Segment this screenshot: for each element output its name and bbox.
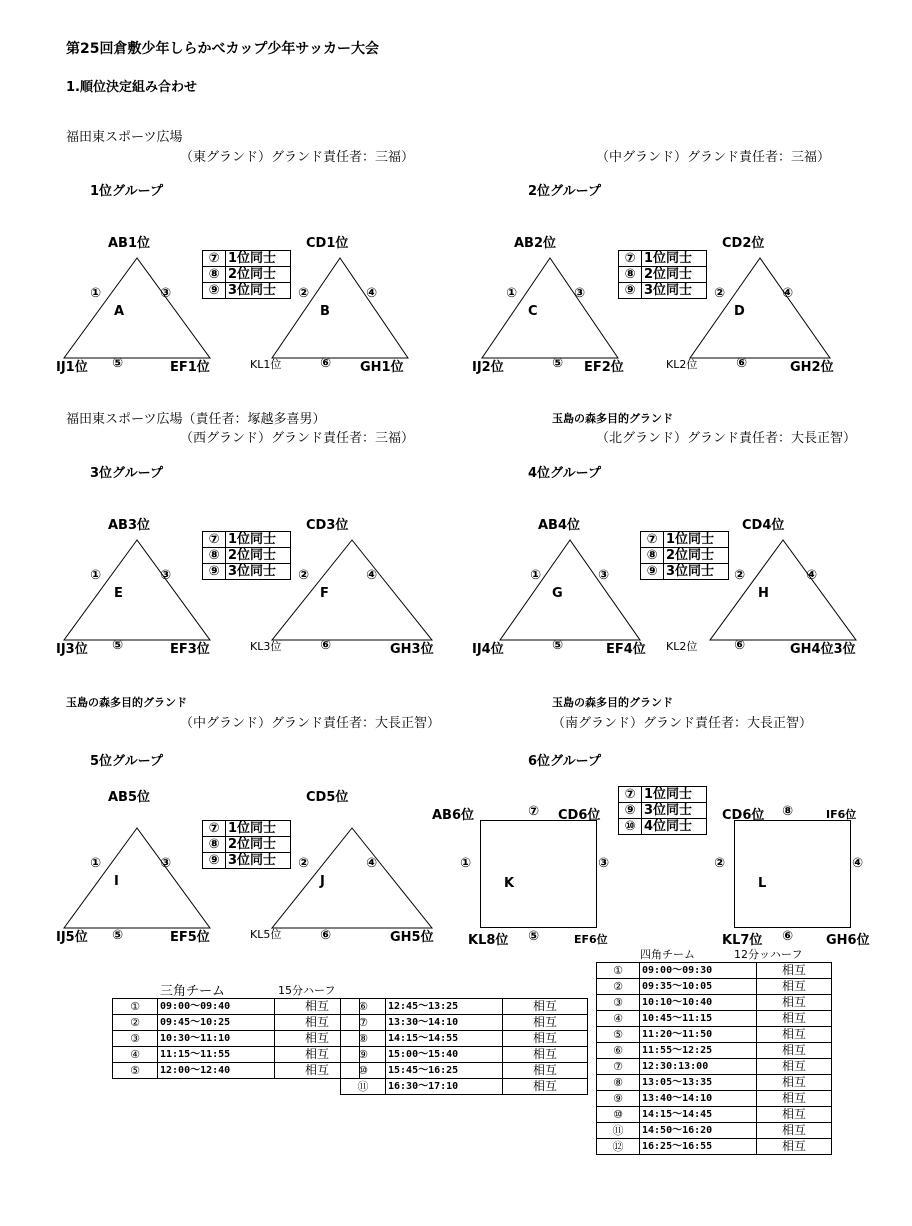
table-row <box>597 995 832 1011</box>
venue-ground: （北グランド）グランド責任者：大長正智） <box>596 431 857 446</box>
seed-label: GH5位 <box>390 930 434 945</box>
group-title: 2位グループ <box>528 184 602 199</box>
legend-key: ⑨ <box>203 853 226 869</box>
table-row <box>341 1015 588 1031</box>
venue-ground: （東グランド）グランド責任者：三福） <box>180 150 415 165</box>
legend-key: ⑨ <box>203 564 226 580</box>
schedule-match: 相互 <box>757 1059 832 1075</box>
seed-label: AB3位 <box>108 518 151 533</box>
schedule-time: 15:00～15:40 <box>386 1047 503 1063</box>
seed-label: AB6位 <box>432 808 475 823</box>
schedule-time: 09:35～10:05 <box>640 979 757 995</box>
table-row <box>597 1059 832 1075</box>
schedule-match: 相互 <box>503 1015 588 1031</box>
match-number: ④ <box>366 286 378 301</box>
triangle-shape <box>482 258 618 358</box>
match-number: ⑥ <box>734 638 746 653</box>
schedule-no: ③ <box>113 1031 158 1047</box>
seed-label: IF6位 <box>826 808 857 821</box>
match-number: ④ <box>782 286 794 301</box>
table-row <box>597 1107 832 1123</box>
schedule-no: ⑪ <box>341 1079 386 1095</box>
schedule-match: 相互 <box>275 1015 360 1031</box>
seed-label: EF4位 <box>606 642 646 657</box>
match-number: ① <box>460 856 472 871</box>
seed-label: KL5位 <box>250 928 282 941</box>
square-group-K <box>480 820 597 928</box>
seed-label: KL1位 <box>250 358 282 371</box>
seed-label: KL2位 <box>666 640 698 653</box>
table-row <box>341 1047 588 1063</box>
seed-label: KL7位 <box>722 933 763 948</box>
schedule-match: 相互 <box>757 1011 832 1027</box>
legend-key: ⑨ <box>641 564 664 580</box>
venue-name: 福田東スポーツ広場 <box>66 130 183 145</box>
legend-key: ⑧ <box>203 267 226 283</box>
schedule-no: ① <box>597 963 640 979</box>
square-schedule-table <box>596 962 832 1155</box>
schedule-time: 10:10～10:40 <box>640 995 757 1011</box>
seed-label: EF6位 <box>574 933 608 946</box>
schedule-no: ⑥ <box>597 1043 640 1059</box>
match-legend <box>202 250 291 299</box>
seed-label: IJ4位 <box>472 642 504 657</box>
legend-label: 2位同士 <box>642 267 707 283</box>
schedule-no: ④ <box>597 1011 640 1027</box>
legend-key: ⑦ <box>619 787 642 803</box>
match-number: ④ <box>806 568 818 583</box>
schedule-match: 相互 <box>503 1047 588 1063</box>
seed-label: AB5位 <box>108 790 151 805</box>
schedule-time: 16:30～17:10 <box>386 1079 503 1095</box>
table-row <box>597 1123 832 1139</box>
seed-label: AB4位 <box>538 518 581 533</box>
schedule-match: 相互 <box>757 1107 832 1123</box>
legend-label: 3位同士 <box>226 564 291 580</box>
schedule-no: ③ <box>597 995 640 1011</box>
venue-name: 玉島の森多目的グランド <box>552 412 673 425</box>
match-legend <box>618 250 707 299</box>
schedule-time: 14:50～16:20 <box>640 1123 757 1139</box>
triangle-shape <box>690 258 830 358</box>
seed-label: IJ2位 <box>472 360 504 375</box>
schedule-match: 相互 <box>757 1091 832 1107</box>
seed-label: GH3位 <box>390 642 434 657</box>
group-letter: I <box>114 874 119 889</box>
legend-label: 1位同士 <box>642 787 707 803</box>
group-title: 6位グループ <box>528 754 602 769</box>
schedule-time: 11:20～11:50 <box>640 1027 757 1043</box>
seed-label: CD2位 <box>722 236 765 251</box>
triangle-shape <box>500 540 640 640</box>
legend-key: ⑨ <box>619 803 642 819</box>
seed-label: GH2位 <box>790 360 834 375</box>
schedule-half: 15分ハーフ <box>278 984 336 997</box>
legend-key: ⑦ <box>619 251 642 267</box>
seed-label: CD3位 <box>306 518 349 533</box>
match-number: ⑧ <box>782 804 794 819</box>
legend-key: ⑧ <box>641 548 664 564</box>
match-number: ⑤ <box>552 638 564 653</box>
legend-key: ⑦ <box>203 251 226 267</box>
match-number: ③ <box>598 856 610 871</box>
group-letter: B <box>320 304 330 319</box>
match-number: ⑤ <box>112 356 124 371</box>
venue-name: 玉島の森多目的グランド <box>66 696 187 709</box>
seed-label: EF2位 <box>584 360 624 375</box>
match-number: ① <box>90 286 102 301</box>
schedule-match: 相互 <box>757 1123 832 1139</box>
table-row <box>597 1011 832 1027</box>
match-legend <box>202 531 291 580</box>
venue-name: 玉島の森多目的グランド <box>552 696 673 709</box>
venue-ground: （中グランド）グランド責任者：三福） <box>596 150 831 165</box>
schedule-time: 12:30:13:00 <box>640 1059 757 1075</box>
group-title: 1位グループ <box>90 184 164 199</box>
schedule-no: ⑧ <box>597 1075 640 1091</box>
seed-label: IJ1位 <box>56 360 88 375</box>
seed-label: CD6位 <box>722 808 765 823</box>
legend-label: 1位同士 <box>226 251 291 267</box>
table-row <box>113 1047 360 1063</box>
triangle-schedule-table <box>340 998 588 1095</box>
schedule-no: ④ <box>113 1047 158 1063</box>
venue-name: 福田東スポーツ広場（責任者：塚越多喜男） <box>66 412 326 427</box>
seed-label: KL8位 <box>468 933 509 948</box>
schedule-no: ⑦ <box>597 1059 640 1075</box>
schedule-match: 相互 <box>503 999 588 1015</box>
schedule-time: 13:30～14:10 <box>386 1015 503 1031</box>
match-number: ④ <box>366 856 378 871</box>
group-letter: K <box>504 876 515 891</box>
schedule-header: 四角チーム <box>640 948 695 961</box>
match-number: ② <box>714 856 726 871</box>
legend-key: ⑩ <box>619 819 642 835</box>
schedule-time: 12:00～12:40 <box>158 1063 275 1079</box>
table-row <box>597 1027 832 1043</box>
legend-key: ⑦ <box>641 532 664 548</box>
schedule-no: ① <box>113 999 158 1015</box>
legend-label: 2位同士 <box>226 548 291 564</box>
group-title: 4位グループ <box>528 466 602 481</box>
match-number: ④ <box>366 568 378 583</box>
schedule-no: ⑤ <box>113 1063 158 1079</box>
venue-ground: （南グランド）グランド責任者：大長正智） <box>552 716 813 731</box>
schedule-time: 09:00～09:40 <box>158 999 275 1015</box>
table-row <box>597 979 832 995</box>
legend-label: 3位同士 <box>226 853 291 869</box>
triangle-shape <box>64 828 210 928</box>
schedule-match: 相互 <box>757 963 832 979</box>
schedule-time: 15:45～16:25 <box>386 1063 503 1079</box>
match-legend <box>202 820 291 869</box>
triangle-shape <box>272 540 432 640</box>
group-letter: E <box>114 586 123 601</box>
legend-key: ⑨ <box>203 283 226 299</box>
match-number: ③ <box>160 568 172 583</box>
schedule-time: 09:45～10:25 <box>158 1015 275 1031</box>
group-title: 3位グループ <box>90 466 164 481</box>
match-number: ③ <box>160 286 172 301</box>
triangle-shape <box>64 258 210 358</box>
schedule-no: ⑩ <box>597 1107 640 1123</box>
schedule-match: 相互 <box>757 979 832 995</box>
legend-label: 1位同士 <box>642 251 707 267</box>
seed-label: KL3位 <box>250 640 282 653</box>
schedule-no: ⑨ <box>597 1091 640 1107</box>
match-number: ⑥ <box>782 929 794 944</box>
schedule-match: 相互 <box>275 1031 360 1047</box>
schedule-match: 相互 <box>757 1075 832 1091</box>
seed-label: CD4位 <box>742 518 785 533</box>
match-number: ② <box>714 286 726 301</box>
table-row <box>597 1043 832 1059</box>
match-number: ③ <box>574 286 586 301</box>
group-letter: A <box>114 304 125 319</box>
group-letter: J <box>320 874 325 889</box>
legend-label: 4位同士 <box>642 819 707 835</box>
table-row <box>597 1091 832 1107</box>
table-row <box>597 963 832 979</box>
schedule-time: 11:55～12:25 <box>640 1043 757 1059</box>
schedule-match: 相互 <box>503 1079 588 1095</box>
legend-key: ⑨ <box>619 283 642 299</box>
schedule-match: 相互 <box>757 1139 832 1155</box>
table-row <box>113 999 360 1015</box>
schedule-header: 三角チーム <box>160 984 226 999</box>
document-title: 第25回倉敷少年しらかべカップ少年サッカー大会 <box>66 41 380 57</box>
triangle-schedule-table <box>112 998 360 1079</box>
match-number: ① <box>90 856 102 871</box>
schedule-no: ⑩ <box>341 1063 386 1079</box>
match-number: ② <box>298 856 310 871</box>
legend-key: ⑧ <box>203 837 226 853</box>
table-row <box>113 1063 360 1079</box>
schedule-time: 11:15～11:55 <box>158 1047 275 1063</box>
table-row <box>113 1031 360 1047</box>
seed-label: CD1位 <box>306 236 349 251</box>
seed-label: GH4位3位 <box>790 642 856 657</box>
schedule-time: 10:30～11:10 <box>158 1031 275 1047</box>
schedule-match: 相互 <box>757 995 832 1011</box>
schedule-time: 13:05～13:35 <box>640 1075 757 1091</box>
match-number: ⑤ <box>552 356 564 371</box>
schedule-match: 相互 <box>275 1063 360 1079</box>
schedule-match: 相互 <box>757 1027 832 1043</box>
seed-label: AB1位 <box>108 236 151 251</box>
schedule-time: 16:25～16:55 <box>640 1139 757 1155</box>
match-number: ③ <box>598 568 610 583</box>
schedule-no: ⑨ <box>341 1047 386 1063</box>
table-row <box>597 1075 832 1091</box>
legend-label: 1位同士 <box>226 821 291 837</box>
match-number: ② <box>298 568 310 583</box>
schedule-half: 12分ッハーフ <box>734 948 803 961</box>
table-row <box>341 1079 588 1095</box>
schedule-match: 相互 <box>503 1031 588 1047</box>
match-legend <box>640 531 729 580</box>
schedule-match: 相互 <box>275 999 360 1015</box>
seed-label: CD6位 <box>558 808 601 823</box>
seed-label: EF3位 <box>170 642 210 657</box>
seed-label: EF1位 <box>170 360 210 375</box>
schedule-no: ② <box>113 1015 158 1031</box>
seed-label: EF5位 <box>170 930 210 945</box>
section-title: 1.順位決定組み合わせ <box>66 80 197 95</box>
venue-ground: （西グランド）グランド責任者：三福） <box>180 431 415 446</box>
seed-label: IJ5位 <box>56 930 88 945</box>
match-number: ③ <box>160 856 172 871</box>
match-number: ④ <box>852 856 864 871</box>
match-number: ⑦ <box>528 804 540 819</box>
group-title: 5位グループ <box>90 754 164 769</box>
legend-key: ⑧ <box>619 267 642 283</box>
triangle-shape <box>272 828 432 928</box>
legend-label: 1位同士 <box>664 532 729 548</box>
match-number: ① <box>90 568 102 583</box>
schedule-no: ⑧ <box>341 1031 386 1047</box>
legend-label: 2位同士 <box>226 837 291 853</box>
triangle-shape <box>272 258 408 358</box>
match-number: ⑥ <box>320 928 332 943</box>
square-group-L <box>734 820 851 928</box>
table-row <box>341 1063 588 1079</box>
schedule-no: ② <box>597 979 640 995</box>
group-letter: H <box>758 586 769 601</box>
match-number: ① <box>530 568 542 583</box>
schedule-time: 14:15～14:55 <box>386 1031 503 1047</box>
schedule-match: 相互 <box>275 1047 360 1063</box>
triangle-shape <box>64 540 210 640</box>
legend-key: ⑦ <box>203 821 226 837</box>
seed-label: AB2位 <box>514 236 557 251</box>
seed-label: CD5位 <box>306 790 349 805</box>
seed-label: GH6位 <box>826 933 870 948</box>
schedule-time: 09:00～09:30 <box>640 963 757 979</box>
seed-label: IJ3位 <box>56 642 88 657</box>
schedule-match: 相互 <box>503 1063 588 1079</box>
legend-label: 2位同士 <box>664 548 729 564</box>
group-letter: D <box>734 304 745 319</box>
match-legend <box>618 786 707 835</box>
seed-label: KL2位 <box>666 358 698 371</box>
match-number: ① <box>506 286 518 301</box>
schedule-no: ⑥ <box>341 999 386 1015</box>
group-letter: L <box>758 876 767 891</box>
schedule-time: 10:45～11:15 <box>640 1011 757 1027</box>
schedule-time: 12:45～13:25 <box>386 999 503 1015</box>
schedule-no: ⑦ <box>341 1015 386 1031</box>
schedule-time: 14:15～14:45 <box>640 1107 757 1123</box>
table-row <box>113 1015 360 1031</box>
legend-label: 3位同士 <box>664 564 729 580</box>
match-number: ⑥ <box>320 638 332 653</box>
schedule-no: ⑪ <box>597 1123 640 1139</box>
table-row <box>597 1139 832 1155</box>
legend-key: ⑧ <box>203 548 226 564</box>
group-letter: C <box>528 304 538 319</box>
legend-label: 3位同士 <box>226 283 291 299</box>
match-number: ⑤ <box>112 638 124 653</box>
legend-key: ⑦ <box>203 532 226 548</box>
match-number: ② <box>298 286 310 301</box>
match-number: ⑤ <box>112 928 124 943</box>
seed-label: GH1位 <box>360 360 404 375</box>
triangle-shape <box>710 540 856 640</box>
table-row <box>341 1031 588 1047</box>
group-letter: G <box>552 586 563 601</box>
schedule-time: 13:40～14:10 <box>640 1091 757 1107</box>
schedule-match: 相互 <box>757 1043 832 1059</box>
match-number: ⑥ <box>736 356 748 371</box>
group-letter: F <box>320 586 329 601</box>
legend-label: 3位同士 <box>642 803 707 819</box>
legend-label: 2位同士 <box>226 267 291 283</box>
schedule-no: ⑫ <box>597 1139 640 1155</box>
venue-ground: （中グランド）グランド責任者：大長正智） <box>180 716 441 731</box>
legend-label: 1位同士 <box>226 532 291 548</box>
schedule-no: ⑤ <box>597 1027 640 1043</box>
match-number: ⑥ <box>320 356 332 371</box>
match-number: ② <box>734 568 746 583</box>
legend-label: 3位同士 <box>642 283 707 299</box>
table-row <box>341 999 588 1015</box>
match-number: ⑤ <box>528 929 540 944</box>
